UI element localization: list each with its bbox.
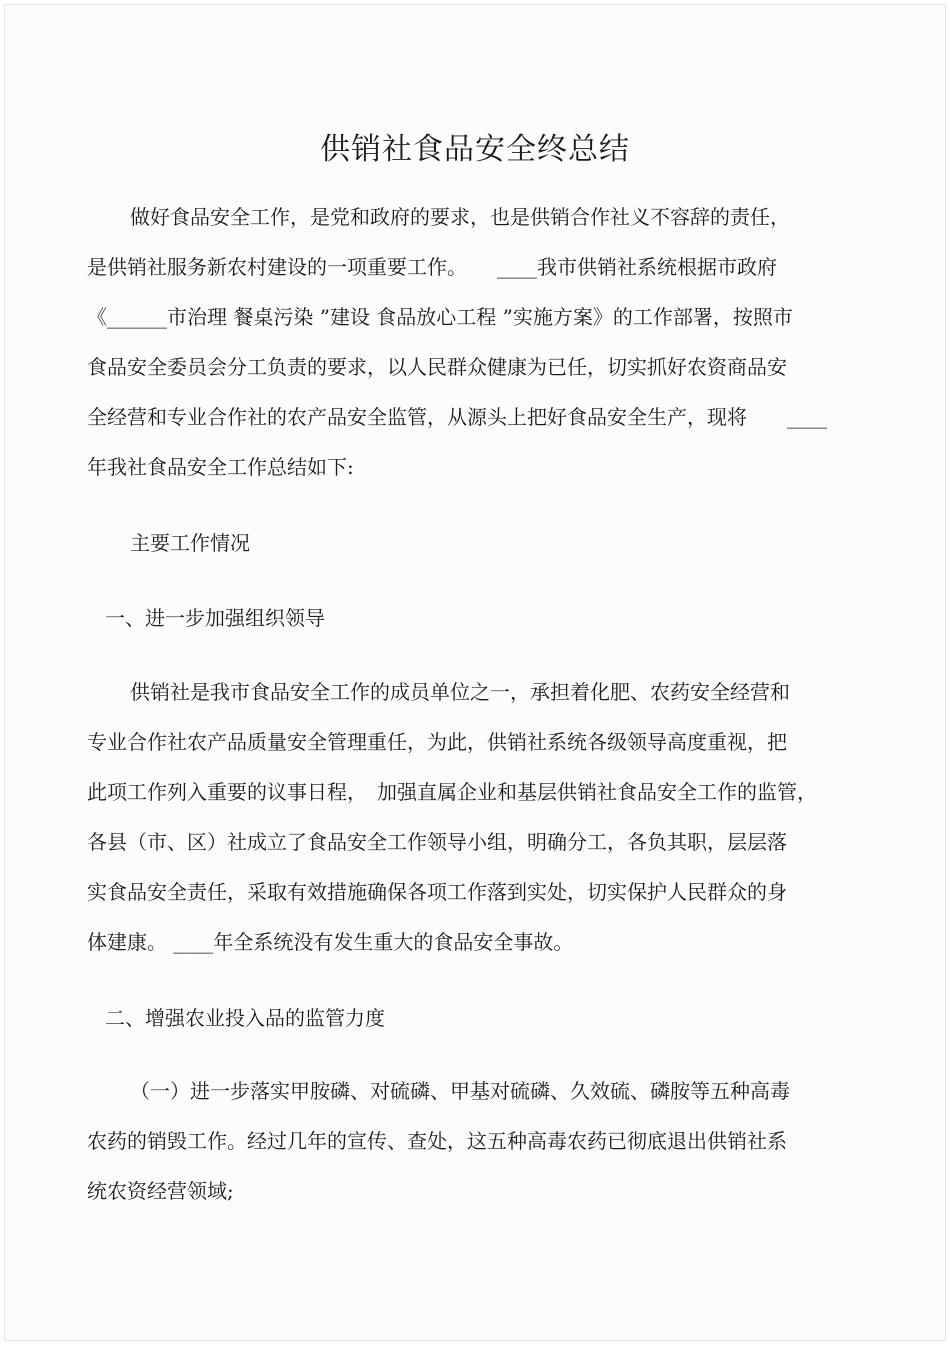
intro-line-6: 年我社食品安全工作总结如下: bbox=[87, 455, 354, 479]
section-1-line-4: 各县（市、区）社成立了食品安全工作领导小组，明确分工，各负其职，层层落 bbox=[87, 830, 787, 854]
section-2-line-1: （一）进一步落实甲胺磷、对硫磷、甲基对硫磷、久效硫、磷胺等五种高毒 bbox=[130, 1079, 790, 1103]
section-1-line-2: 专业合作社农产品质量安全管理重任，为此，供销社系统各级领导高度重视，把 bbox=[87, 730, 787, 754]
section-2-line-3: 统农资经营领域; bbox=[87, 1179, 234, 1203]
section-1-line-6: 体建康。 ____年全系统没有发生重大的食品安全事故。 bbox=[87, 930, 574, 954]
section-1-line-3: 此项工作列入重要的议事日程， 加强直属企业和基层供销社食品安全工作的监管， bbox=[87, 780, 817, 804]
intro-line-2: 是供销社服务新农村建设的一项重要工作。 ____我市供销社系统根据市政府 bbox=[87, 255, 777, 279]
intro-line-4: 食品安全委员会分工负责的要求，以人民群众健康为已任，切实抓好农资商品安 bbox=[87, 355, 787, 379]
main-heading: 主要工作情况 bbox=[130, 531, 250, 555]
section-1-line-1: 供销社是我市食品安全工作的成员单位之一，承担着化肥、农药安全经营和 bbox=[130, 680, 790, 704]
section-2-line-2: 农药的销毁工作。经过几年的宣传、查处，这五种高毒农药已彻底退出供销社系 bbox=[87, 1129, 787, 1153]
section-1-line-5: 实食品安全责任，采取有效措施确保各项工作落到实处，切实保护人民群众的身 bbox=[87, 880, 787, 904]
intro-line-1: 做好食品安全工作，是党和政府的要求，也是供销合作社义不容辞的责任， bbox=[130, 205, 790, 229]
intro-line-3: 《______市治理 餐桌污染 ”建设 食品放心工程 ”实施方案》的工作部署，按照市 bbox=[87, 305, 793, 329]
section-1-heading: 一、进一步加强组织领导 bbox=[105, 606, 325, 630]
section-2-heading: 二、增强农业投入品的监管力度 bbox=[105, 1006, 385, 1030]
intro-line-5: 全经营和专业合作社的农产品安全监管，从源头上把好食品安全生产，现将 ____ bbox=[87, 405, 827, 429]
document-title: 供销社食品安全终总结 bbox=[320, 132, 630, 167]
